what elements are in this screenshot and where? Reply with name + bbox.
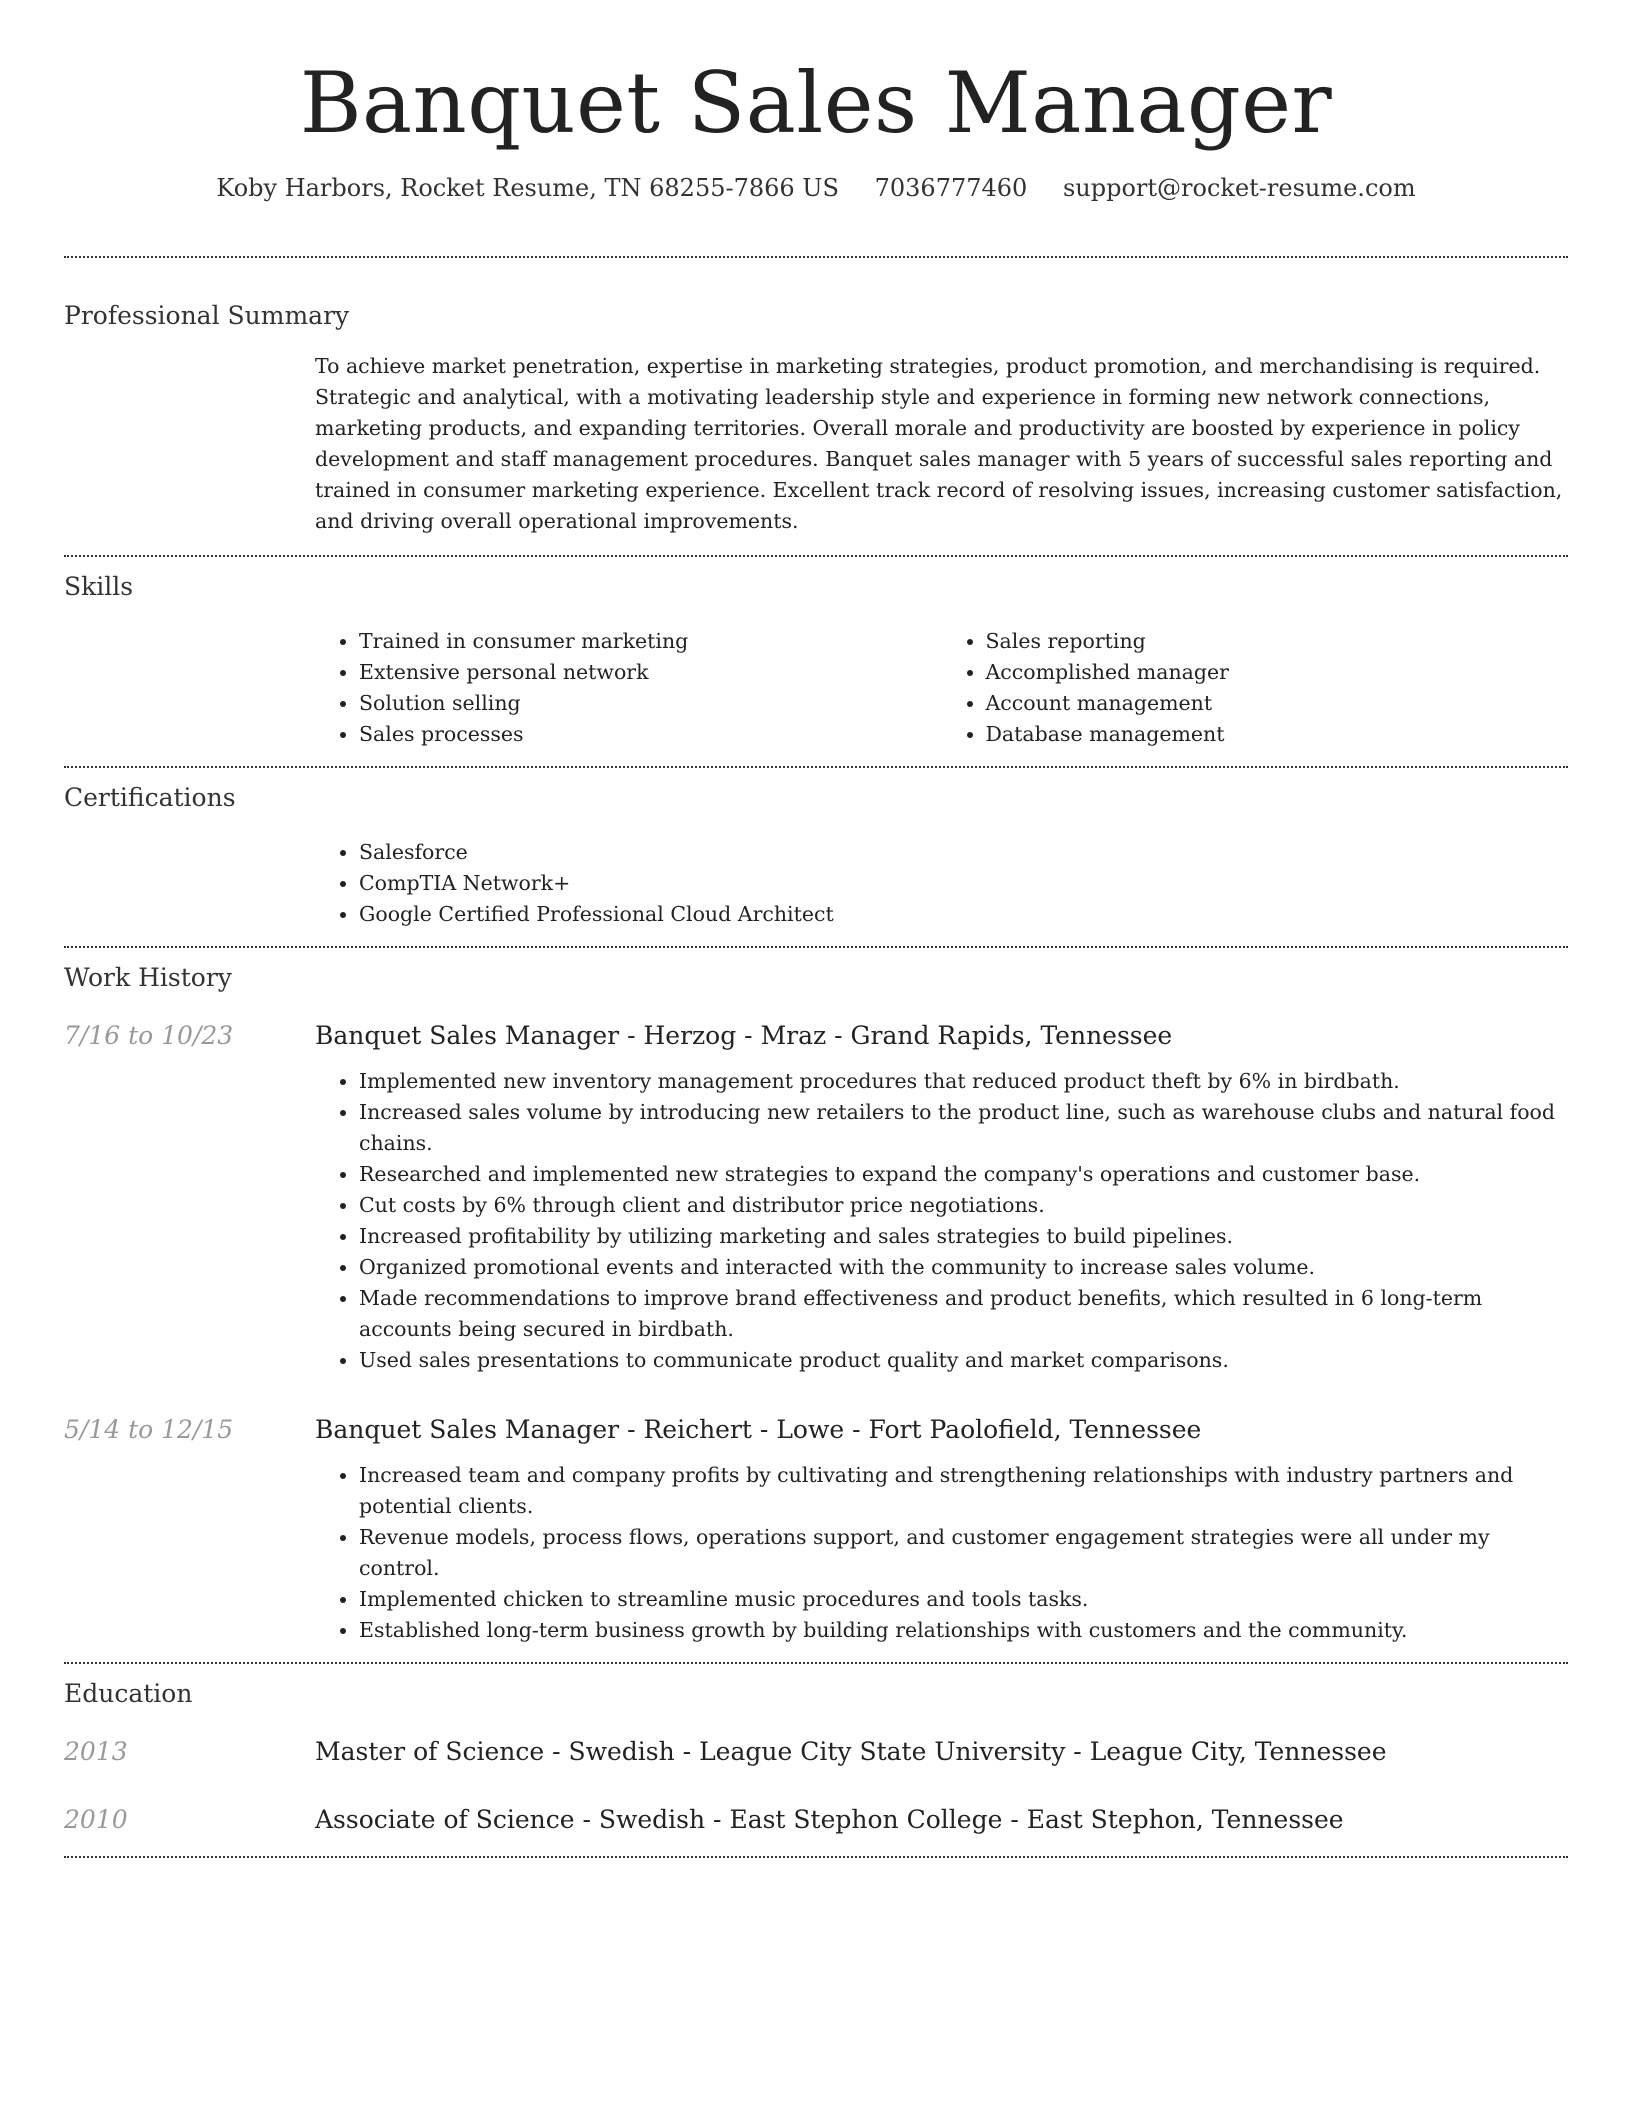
divider (64, 766, 1568, 768)
job-bullet: • Increased profitability by utilizing marketing and sales strategies to build pipelines. (359, 1221, 1568, 1252)
education-degree: Associate of Science - Swedish - East Stephon College - East Stephon, Tennessee (315, 1805, 1344, 1834)
divider (64, 555, 1568, 557)
divider (64, 256, 1568, 258)
job-bullet: • Cut costs by 6% through client and distributor price negotiations. (359, 1190, 1568, 1221)
job-bullet: • Researched and implemented new strategies to expand the company's operations and customer base. (359, 1159, 1568, 1190)
section-title-summary: Professional Summary (64, 301, 350, 330)
certification-item: • Google Certified Professional Cloud Architect (359, 899, 1568, 930)
skills-column-left (315, 626, 942, 750)
certification-item: • CompTIA Network+ (359, 868, 1568, 899)
job-bullet: • Made recommendations to improve brand effectiveness and product benefits, which resulted in 6 long-term accounts being secured in birdbath. (359, 1283, 1568, 1345)
job-bullet: • Revenue models, process flows, operations support, and customer engagement strategies were all under my control. (359, 1522, 1568, 1584)
section-title-skills: Skills (64, 572, 134, 601)
education-year: 2010 (64, 1805, 128, 1834)
skill-item: • Trained in consumer marketing (359, 626, 942, 657)
education-entry (64, 1802, 1568, 1838)
summary-text: To achieve market penetration, expertise in marketing strategies, product promotion, and merchandising is required. Strategic and analytical, with a motivating leadership style and experience in forming new network connections, marketing products, and expanding territories. Overall morale and productivity are boosted by experience in policy development and staff management procedures. Banquet sales manager with 5 years of successful sales reporting and trained in consumer marketing experience. Excellent track record of resolving issues, increasing customer satisfaction, and driving overall operational improvements. (315, 354, 1563, 533)
certifications-list (315, 837, 1568, 930)
certification-item: • Salesforce (359, 837, 1568, 868)
job-bullet: • Organized promotional events and interacted with the community to increase sales volume. (359, 1252, 1568, 1283)
resume-page (64, 0, 1568, 1858)
education-year: 2013 (64, 1737, 128, 1766)
skills-list (315, 626, 1568, 750)
contact-phone: 7036777460 (874, 174, 1028, 202)
job-bullet: • Implemented new inventory management procedures that reduced product theft by 6% in birdbath. (359, 1066, 1568, 1097)
job-dates: 5/14 to 12/15 (64, 1415, 234, 1444)
skill-item: • Solution selling (359, 688, 942, 719)
skill-item: • Sales processes (359, 719, 942, 750)
skills-column-right (942, 626, 1569, 750)
job-bullet: • Used sales presentations to communicate product quality and market comparisons. (359, 1345, 1568, 1376)
skill-item: • Extensive personal network (359, 657, 942, 688)
job-bullet: • Implemented chicken to streamline music procedures and tools tasks. (359, 1584, 1568, 1615)
job-title: Banquet Sales Manager - Reichert - Lowe - Fort Paolofield, Tennessee (315, 1415, 1202, 1444)
contact-address: Koby Harbors, Rocket Resume, TN 68255-7866 US (216, 174, 839, 202)
education-entry (64, 1734, 1568, 1770)
job-bullets (315, 1066, 1568, 1376)
divider (64, 946, 1568, 948)
skill-item: • Database management (986, 719, 1569, 750)
job-title: Banquet Sales Manager - Herzog - Mraz - Grand Rapids, Tennessee (315, 1021, 1173, 1050)
skill-item: • Sales reporting (986, 626, 1569, 657)
education-degree: Master of Science - Swedish - League City State University - League City, Tennessee (315, 1737, 1387, 1766)
job-bullets (315, 1460, 1568, 1646)
section-title-certifications: Certifications (64, 783, 236, 812)
job-dates: 7/16 to 10/23 (64, 1021, 234, 1050)
section-title-work-history: Work History (64, 963, 232, 992)
divider (64, 1856, 1568, 1858)
section-title-education: Education (64, 1679, 193, 1708)
divider (64, 1662, 1568, 1664)
job-bullet: • Increased team and company profits by cultivating and strengthening relationships with industry partners and potential clients. (359, 1460, 1568, 1522)
skill-item: • Accomplished manager (986, 657, 1569, 688)
contact-line (64, 170, 1568, 206)
contact-email: support@rocket-resume.com (1062, 174, 1416, 202)
skill-item: • Account management (986, 688, 1569, 719)
job-entry (64, 1412, 1568, 1448)
resume-title: Banquet Sales Manager (299, 54, 1333, 152)
job-entry (64, 1018, 1568, 1054)
job-bullet: • Established long-term business growth by building relationships with customers and the community. (359, 1615, 1568, 1646)
job-bullet: • Increased sales volume by introducing new retailers to the product line, such as warehouse clubs and natural food chains. (359, 1097, 1568, 1159)
